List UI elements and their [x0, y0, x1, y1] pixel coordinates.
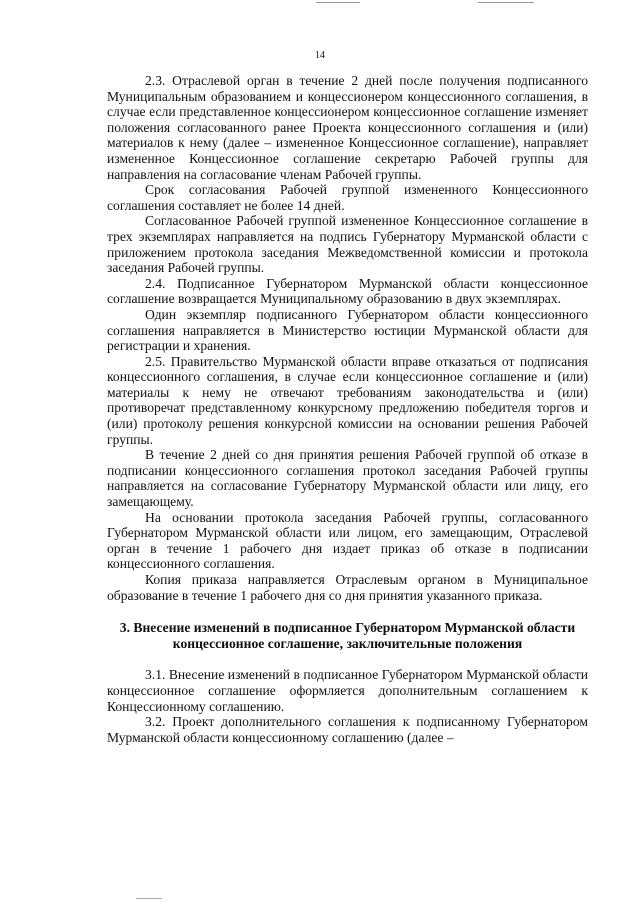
paragraph-refusal-protocol: В течение 2 дней со дня принятия решения Рабочей группой об отказе в подписании концессионного соглашения протокол заседания Рабочей группы направляется на согласование Губернатору Мурманской области или лицу, его замещающему. — [107, 447, 588, 510]
section-3-heading: 3. Внесение изменений в подписанное Губернатором Мурманской области концессионное соглашение, заключительные положения — [119, 620, 576, 651]
document-body — [107, 73, 588, 745]
paragraph-3-1: 3.1. Внесение изменений в подписанное Губернатором Мурманской области концессионное соглашение оформляется дополнительным соглашением к Концессионному соглашению. — [107, 667, 588, 714]
footer-rule — [136, 898, 162, 899]
paragraph-refusal-order: На основании протокола заседания Рабочей группы, согласованного Губернатором Мурманской области или лицом, его замещающим, Отраслевой орган в течение 1 рабочего дня издает приказ об отказе в подписании концессионного соглашения. — [107, 509, 588, 572]
paragraph-2-3: 2.3. Отраслевой орган в течение 2 дней после получения подписанного Муниципальным образованием и концессионером концессионного соглашения, в случае если представленное концессионером концессионное соглашение изменяет положения согласованного ранее Проекта концессионного соглашения и (или) материалов к нему (далее – измененное Концессионное соглашение), направляет измененное Концессионное соглашение секретарю Рабочей группы для направления на согласование членам Рабочей группы. — [107, 73, 588, 182]
paragraph-2-5: 2.5. Правительство Мурманской области вправе отказаться от подписания концессионного соглашения, в случае если концессионное соглашение и (или) материалы к нему не отвечают требованиям законодательства и (или) противоречат представленному конкурсному предложению победителя торгов и (или) протоколу решения конкурсной комиссии на основании решения Рабочей группы. — [107, 353, 588, 447]
page-number: 14 — [315, 50, 325, 61]
paragraph-order-copy: Копия приказа направляется Отраслевым органом в Муниципальное образование в течение 1 рабочего дня со дня принятия указанного приказа. — [107, 572, 588, 603]
paragraph-3-2: 3.2. Проект дополнительного соглашения к подписанному Губернатором Мурманской области концессионному соглашению (далее – — [107, 714, 588, 745]
paragraph-approval-term: Срок согласования Рабочей группой измененного Концессионного соглашения составляет не более 14 дней. — [107, 182, 588, 213]
top-rule-right — [478, 2, 534, 3]
paragraph-2-4: 2.4. Подписанное Губернатором Мурманской области концессионное соглашение возвращается Муниципальному образованию в двух экземплярах. — [107, 275, 588, 307]
top-rule-left — [316, 2, 360, 3]
paragraph-one-copy: Один экземпляр подписанного Губернатором области концессионного соглашения направляется в Министерство юстиции Мурманской области для регистрации и хранения. — [107, 306, 588, 354]
paragraph-approved-agreement: Согласованное Рабочей группой измененное Концессионное соглашение в трех экземплярах направляется на подпись Губернатору Мурманской области с приложением протокола заседания Межведомственной комиссии и протокола заседания Рабочей группы. — [107, 213, 588, 276]
